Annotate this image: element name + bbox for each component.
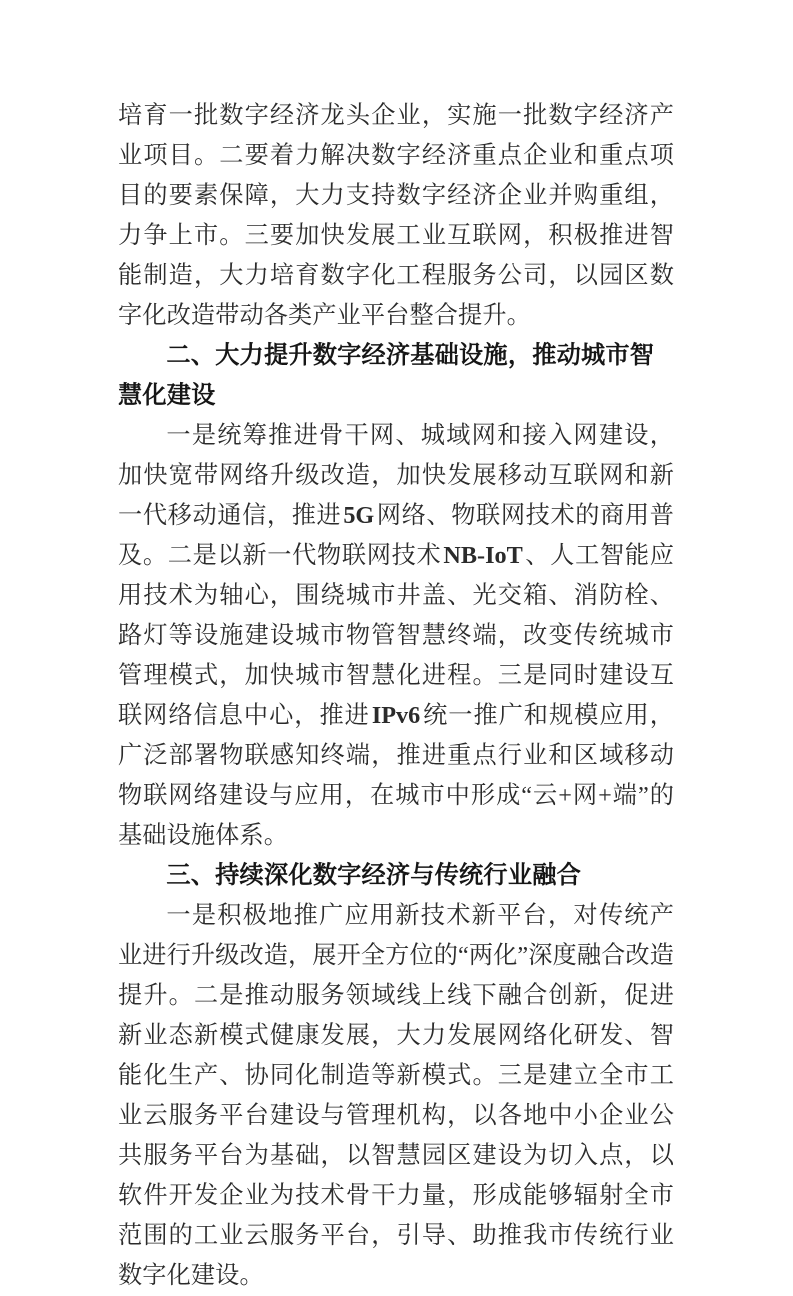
text-run: 一是统筹推进骨干网、城域网和接入网建设，加快宽带网络升级改造，加快发展移动互联网和新一代移动通信，推进 [118, 422, 674, 529]
heading-section-three: 三、持续深化数字经济与传统行业融合 [166, 862, 581, 889]
latin-term: IPv6 [371, 702, 421, 729]
latin-term: NB-IoT [443, 542, 523, 569]
text-run: 统一推广和规模应用，广泛部署物联感知终端，推进重点行业和区域移动物联网络建设与应用，在城市中形成“云+网+端”的基础设施体系。 [118, 702, 674, 849]
text-run: 、人工智能应用技术为轴心，围绕城市井盖、光交箱、消防栓、路灯等设施建设城市物管智慧终端，改变传统城市管理模式，加快城市智慧化进程。三是同时建设互联网络信息中心，推进 [118, 542, 674, 729]
paragraph-section-three: 一是积极地推广应用新技术新平台，对传统产业进行升级改造，展开全方位的“两化”深度融合改造提升。二是推动服务领域线上线下融合创新，促进新业态新模式健康发展，大力发展网络化研发、智能化生产、协同化制造等新模式。三是建立全市工业云服务平台建设与管理机构，以各地中小企业公共服务平台为基础，以智慧园区建设为切入点，以软件开发企业为技术骨干力量，形成能够辐射全市范围的工业云服务平台，引导、助推我市传统行业数字化建设。 [118, 902, 674, 1289]
document-body [118, 96, 674, 1296]
paragraph-section-two [118, 416, 674, 856]
paragraph-continuation: 培育一批数字经济龙头企业，实施一批数字经济产业项目。二要着力解决数字经济重点企业和重点项目的要素保障，大力支持数字经济企业并购重组，力争上市。三要加快发展工业互联网，积极推进智能制造，大力培育数字化工程服务公司，以园区数字化改造带动各类产业平台整合提升。 [118, 102, 674, 329]
text-run: 网络、物联网技术的商用普及。二是以新一代物联网技术 [118, 502, 675, 569]
heading-section-two: 二、大力提升数字经济基础设施，推动城市智慧化建设 [118, 342, 655, 409]
latin-term: 5G [343, 502, 375, 529]
